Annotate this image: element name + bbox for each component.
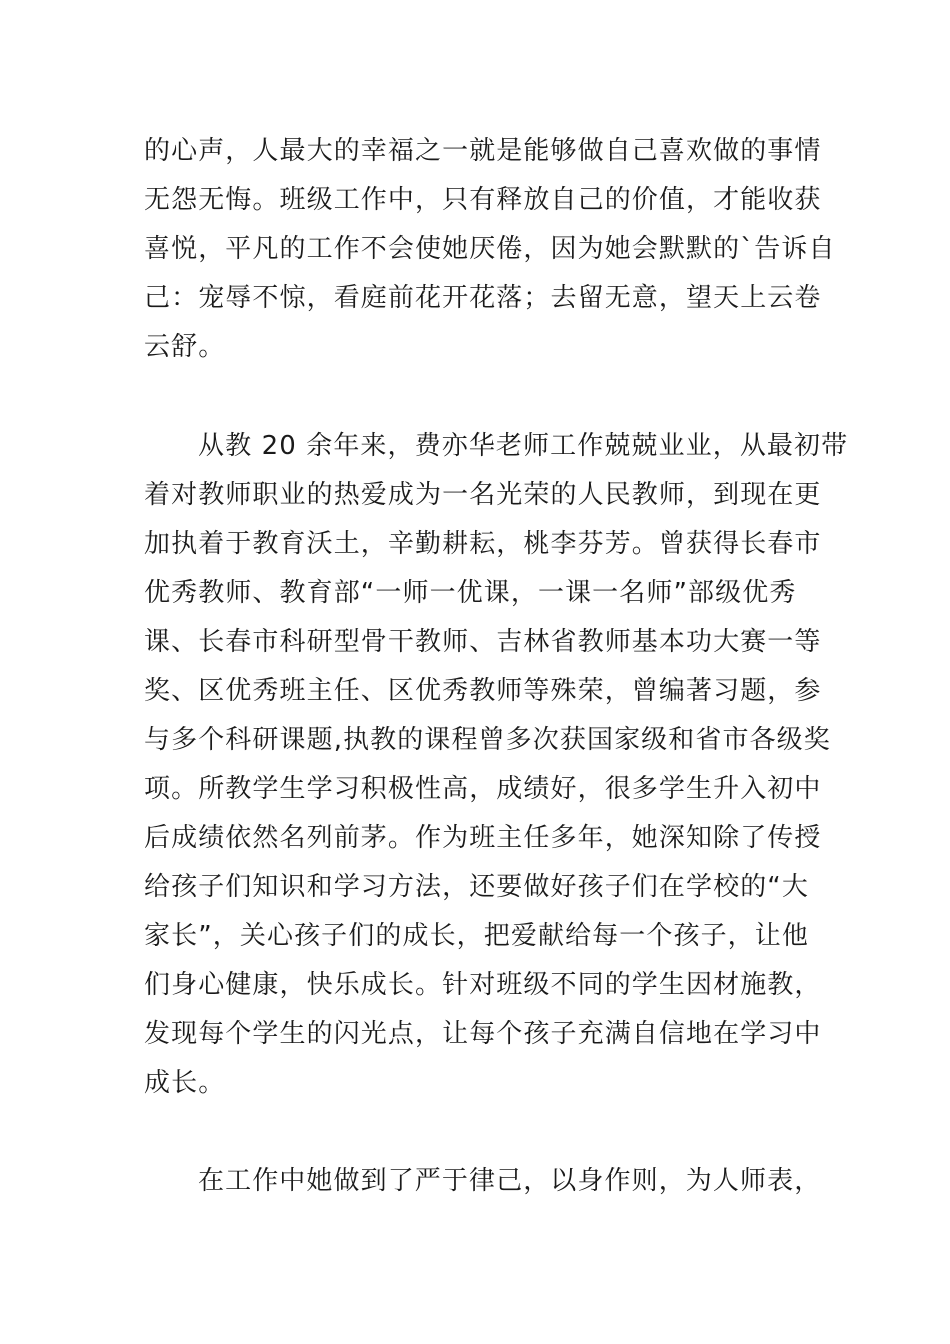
- paragraph-2-line-13: 发现每个学生的闪光点，让每个孩子充满自信地在学习中: [144, 1019, 822, 1049]
- paragraph-2-line-7: 与多个科研课题,执教的课程曾多次获国家级和省市各级奖: [144, 725, 831, 755]
- paragraph-1-line-4: 己：宠辱不惊，看庭前花开花落；去留无意，望天上云卷: [144, 283, 822, 313]
- paragraph-1-line-2: 无怨无悔。班级工作中，只有释放自己的价值，才能收获: [144, 185, 822, 215]
- paragraph-2-line-6: 奖、区优秀班主任、区优秀教师等殊荣，曾编著习题，参: [144, 676, 822, 706]
- paragraph-2-line-11: 家长”，关心孩子们的成长，把爱献给每一个孩子，让他: [144, 921, 809, 951]
- paragraph-2-line-5: 课、长春市科研型骨干教师、吉林省教师基本功大赛一等: [144, 627, 822, 657]
- paragraph-2-line-9: 后成绩依然名列前茅。作为班主任多年，她深知除了传授: [144, 823, 822, 853]
- paragraph-1-line-1: 的心声，人最大的幸福之一就是能够做自己喜欢做的事情: [144, 136, 822, 166]
- paragraph-2-line-4: 优秀教师、教育部“一师一优课，一课一名师”部级优秀: [144, 578, 797, 608]
- paragraph-2-line-12: 们身心健康，快乐成长。针对班级不同的学生因材施教，: [144, 970, 822, 1000]
- paragraph-1-line-3: 喜悦，平凡的工作不会使她厌倦，因为她会默默的`告诉自: [144, 234, 836, 264]
- paragraph-1-line-5: 云舒。: [144, 332, 226, 362]
- paragraph-2-line-8: 项。所教学生学习积极性高，成绩好，很多学生升入初中: [144, 774, 822, 804]
- paragraph-2-line-1: 从教 20 余年来，费亦华老师工作兢兢业业，从最初带: [198, 431, 849, 461]
- paragraph-2-line-2: 着对教师职业的热爱成为一名光荣的人民教师，到现在更: [144, 480, 822, 510]
- paragraph-2-line-10: 给孩子们知识和学习方法，还要做好孩子们在学校的“大: [144, 872, 809, 902]
- paragraph-3-line-1: 在工作中她做到了严于律己，以身作则，为人师表，: [198, 1166, 822, 1196]
- paragraph-2-line-14: 成长。: [144, 1068, 226, 1098]
- paragraph-2-line-3: 加执着于教育沃土，辛勤耕耘，桃李芬芳。曾获得长春市: [144, 529, 822, 559]
